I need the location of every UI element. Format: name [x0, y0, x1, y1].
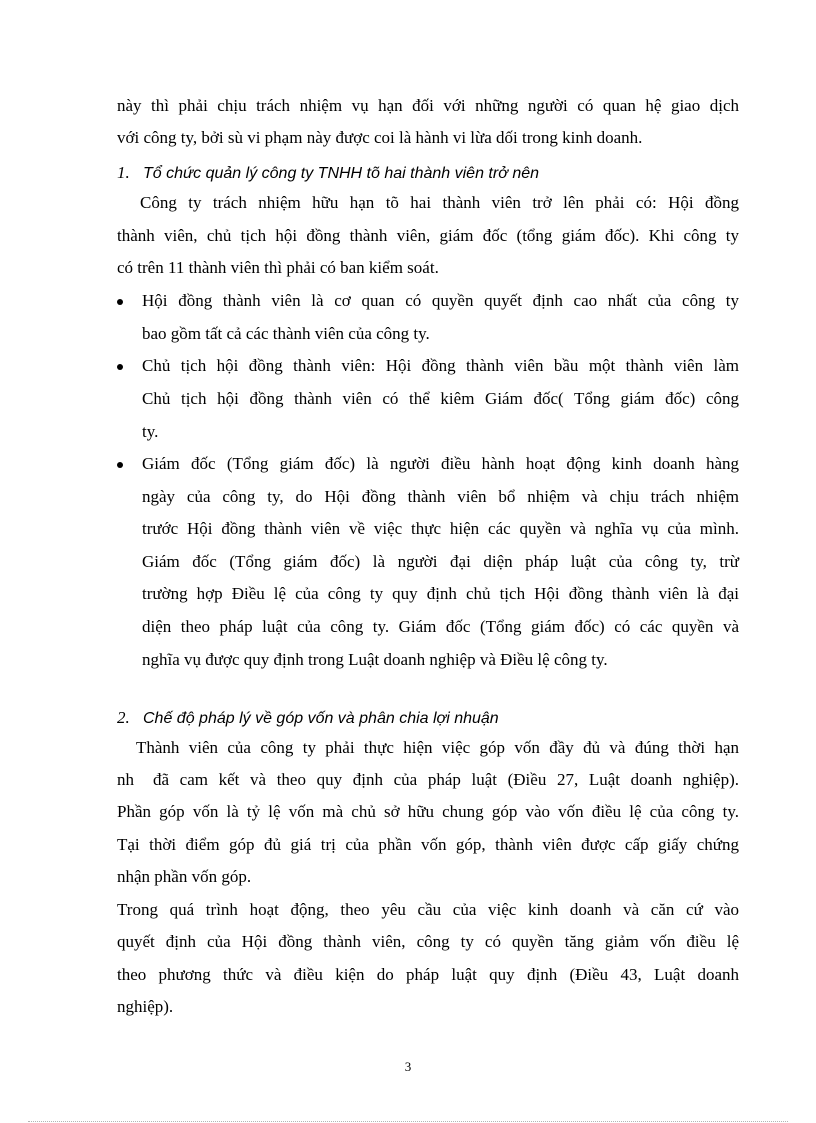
bullet-text-line: Chủ tịch hội đồng thành viên có thể kiêm Giám đốc( Tổng giám đốc) công [142, 389, 739, 408]
text-line: đã cam kết và theo quy định của pháp luật (Điều 27, Luật doanh nghiệp). [153, 770, 739, 789]
text-fragment: nh [117, 770, 134, 789]
section-heading-1 [117, 163, 539, 184]
text-line: có trên 11 thành viên thì phải có ban kiểm soát. [117, 258, 439, 277]
text-line: này thì phải chịu trách nhiệm vụ hạn đối với những người có quan hệ giao dịch [117, 96, 739, 115]
bullet-icon [117, 462, 123, 468]
text-line: Công ty trách nhiệm hữu hạn tõ hai thành viên trở lên phải có: Hội đồng [140, 193, 739, 212]
text-line: với công ty, bởi sù vi phạm này được coi là hành vi lừa dối trong kinh doanh. [117, 128, 643, 147]
text-line: Phần góp vốn là tỷ lệ vốn mà chủ sở hữu chung góp vào vốn điều lệ của công ty. [117, 802, 739, 821]
page-number: 3 [404, 1059, 412, 1074]
bullet-icon [117, 364, 123, 370]
text-line: nhận phần vốn góp. [117, 867, 252, 886]
section-heading-2 [117, 708, 499, 729]
bullet-text-line: Hội đồng thành viên là cơ quan có quyền quyết định cao nhất của công ty [142, 291, 739, 310]
text-line: thành viên, chủ tịch hội đồng thành viên, giám đốc (tổng giám đốc). Khi công ty [117, 226, 739, 245]
bullet-text-line: Giám đốc (Tổng giám đốc) là người điều hành hoạt động kinh doanh hàng [142, 454, 739, 473]
bullet-text-line: trường hợp Điều lệ của công ty quy định chủ tịch Hội đồng thành viên là đại [142, 584, 739, 603]
section-title: Chế độ pháp lý về góp vốn và phân chia lợi nhuận [143, 710, 499, 727]
text-line: Trong quá trình hoạt động, theo yêu cầu của việc kinh doanh và căn cứ vào [117, 900, 739, 919]
bullet-text-line: ty. [142, 422, 159, 441]
bullet-text-line: bao gồm tất cả các thành viên của công ty. [142, 324, 430, 343]
section-title: Tổ chức quản lý công ty TNHH tõ hai thành viên trở nên [143, 165, 540, 182]
text-line: nghiệp). [117, 997, 174, 1016]
section-number: 1. [117, 163, 130, 182]
text-line: quyết định của Hội đồng thành viên, công ty có quyền tăng giảm vốn điều lệ [117, 932, 739, 951]
text-line: Tại thời điểm góp đủ giá trị của phần vốn góp, thành viên được cấp giấy chứng [117, 835, 739, 854]
text-line: theo phương thức và điều kiện do pháp luật quy định (Điều 43, Luật doanh [117, 965, 739, 984]
page-bottom-divider [28, 1121, 788, 1122]
bullet-text-line: Chủ tịch hội đồng thành viên: Hội đồng thành viên bầu một thành viên làm [142, 356, 739, 375]
section-number: 2. [117, 708, 130, 727]
bullet-text-line: ngày của công ty, do Hội đồng thành viên bổ nhiệm và chịu trách nhiệm [142, 487, 739, 506]
bullet-text-line: trước Hội đồng thành viên về việc thực hiện các quyền và nghĩa vụ của mình. [142, 519, 739, 538]
bullet-text-line: Giám đốc (Tổng giám đốc) là người đại diện pháp luật của công ty, trừ [142, 552, 739, 571]
bullet-icon [117, 299, 123, 305]
bullet-text-line: diện theo pháp luật của công ty. Giám đốc (Tổng giám đốc) có các quyền và [142, 617, 739, 636]
bullet-text-line: nghĩa vụ được quy định trong Luật doanh nghiệp và Điều lệ công ty. [142, 650, 608, 669]
text-line: Thành viên của công ty phải thực hiện việc góp vốn đầy đủ và đúng thời hạn [136, 738, 739, 757]
